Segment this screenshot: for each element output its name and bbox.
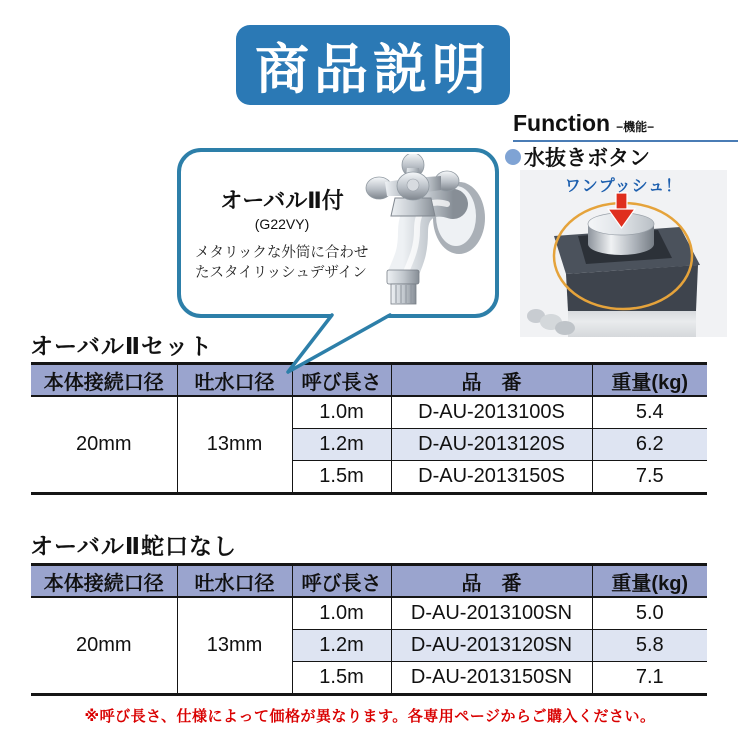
cell-model: D-AU-2013100SN [391, 597, 592, 630]
column-header-length: 呼び長さ [292, 565, 391, 598]
cell-model: D-AU-2013100S [391, 396, 592, 429]
cell-weight: 5.0 [592, 597, 707, 630]
cell-model: D-AU-2013150S [391, 461, 592, 494]
column-header-spout: 吐水口径 [177, 364, 292, 397]
cell-weight: 7.5 [592, 461, 707, 494]
callout-text [193, 184, 371, 283]
one-push-caption: ワンプッシュ！ [564, 178, 683, 195]
column-header-length: 呼び長さ [292, 364, 391, 397]
column-header-model: 品 番 [391, 565, 592, 598]
feature-label: 水抜きボタン [524, 147, 650, 170]
threaded-tip [391, 284, 416, 304]
table-title-oval2-set: オーバルⅡセット [30, 333, 213, 359]
function-heading-en: Function [513, 110, 611, 136]
table-row [31, 396, 707, 429]
page-title: 商品説明 [255, 39, 491, 100]
column-header-spout: 吐水口径 [177, 565, 292, 598]
cell-weight: 5.4 [592, 396, 707, 429]
faucet-collar [391, 198, 435, 216]
cell-length: 1.2m [292, 630, 391, 662]
table-row [31, 597, 707, 630]
callout-product-code: (G22VY) [254, 216, 310, 232]
cell-length: 1.5m [292, 461, 391, 494]
cell-weight: 5.8 [592, 630, 707, 662]
cell-connection-diameter: 20mm [31, 597, 177, 695]
price-footnote: ※呼び長さ、仕様によって価格が異なります。各専用ページからご購入ください。 [84, 708, 656, 725]
page-title-banner [236, 25, 510, 105]
cell-model: D-AU-2013120S [391, 429, 592, 461]
feature-row [505, 142, 737, 172]
column-header-weight: 重量(kg) [592, 565, 707, 598]
callout-bubble [177, 148, 499, 318]
faucet-illustration [351, 154, 491, 314]
column-header-connection: 本体接続口径 [31, 364, 177, 397]
column-header-connection: 本体接続口径 [31, 565, 177, 598]
cell-connection-diameter: 20mm [31, 396, 177, 494]
spout-nut [387, 270, 419, 284]
callout-product-name: オーバルⅡ付 [220, 188, 344, 213]
callout-tail [270, 313, 410, 381]
cell-weight: 7.1 [592, 662, 707, 695]
cell-model: D-AU-2013120SN [391, 630, 592, 662]
callout-description-line2: たスタイリッシュデザイン [195, 264, 367, 281]
faucet-fragment [555, 321, 575, 335]
function-heading [513, 110, 738, 142]
cell-weight: 6.2 [592, 429, 707, 461]
cell-length: 1.2m [292, 429, 391, 461]
cell-length: 1.0m [292, 396, 391, 429]
spec-table-oval2-set [31, 362, 707, 495]
cell-length: 1.5m [292, 662, 391, 695]
bullet-icon [505, 149, 521, 165]
header-row [31, 565, 707, 598]
callout-description [193, 244, 371, 283]
column-header-weight: 重量(kg) [592, 364, 707, 397]
cell-spout-diameter: 13mm [177, 396, 292, 494]
cell-length: 1.0m [292, 597, 391, 630]
table-title-oval2-no-faucet: オーバルⅡ蛇口なし [30, 533, 237, 559]
spec-table-oval2-no-faucet [31, 563, 707, 696]
cell-model: D-AU-2013150SN [391, 662, 592, 695]
drain-button-photo [520, 170, 727, 337]
callout-description-line1: メタリックな外筒に合わせ [195, 245, 369, 261]
cell-spout-diameter: 13mm [177, 597, 292, 695]
function-heading-jp: −機能− [616, 120, 655, 134]
column-header-model: 品 番 [391, 364, 592, 397]
